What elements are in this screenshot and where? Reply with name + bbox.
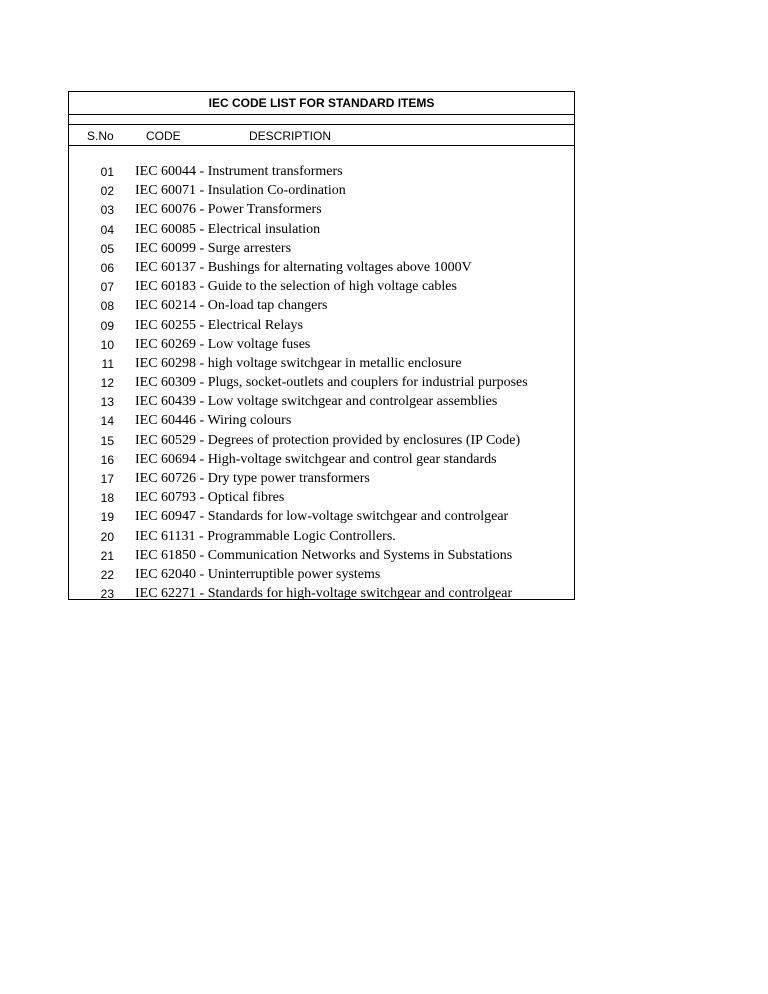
row-code-description: IEC 60947 - Standards for low-voltage switchgear and controlgear [135, 509, 509, 525]
table-row [69, 296, 574, 315]
row-sno: 02 [100, 184, 114, 199]
header-description: DESCRIPTION [249, 129, 332, 143]
row-code-description: IEC 62271 - Standards for high-voltage switchgear and controlgear [135, 586, 513, 602]
row-code-description: IEC 60183 - Guide to the selection of high voltage cables [135, 279, 457, 295]
table-row [69, 431, 574, 450]
row-code-description: IEC 60439 - Low voltage switchgear and controlgear assemblies [135, 394, 498, 410]
table-row [69, 411, 574, 430]
row-sno: 08 [100, 299, 114, 314]
table-row [69, 488, 574, 507]
table-row [69, 335, 574, 354]
row-code-description: IEC 60137 - Bushings for alternating voltages above 1000V [135, 259, 472, 275]
row-sno: 10 [100, 337, 114, 352]
table-row [69, 220, 574, 239]
table-row [69, 316, 574, 335]
header-code: CODE [146, 129, 181, 143]
row-sno: 04 [100, 222, 114, 237]
row-sno: 17 [100, 472, 114, 486]
row-code-description: IEC 60694 - High-voltage switchgear and control gear standards [135, 451, 497, 467]
table-row [69, 373, 574, 392]
row-code-description: IEC 60085 - Electrical insulation [135, 221, 321, 237]
iec-code-table [68, 91, 575, 600]
table-row [69, 565, 574, 584]
table-row [69, 354, 574, 373]
row-code-description: IEC 60529 - Degrees of protection provided by enclosures (IP Code) [135, 432, 521, 448]
row-code-description: IEC 60726 - Dry type power transformers [135, 471, 370, 486]
row-sno: 21 [100, 548, 114, 563]
table-row [69, 200, 574, 219]
row-sno: 07 [100, 280, 114, 295]
table-row [69, 277, 574, 296]
row-sno: 18 [100, 491, 114, 506]
row-code-description: IEC 60214 - On-load tap changers [135, 298, 328, 314]
row-sno: 20 [100, 529, 114, 544]
row-sno: 19 [100, 510, 114, 525]
row-sno: 15 [100, 433, 114, 448]
column-header-row [69, 125, 574, 146]
row-sno: 14 [100, 414, 114, 429]
row-sno: 11 [101, 356, 114, 371]
row-sno: 01 [100, 165, 114, 179]
row-code-description: IEC 60793 - Optical fibres [135, 490, 285, 506]
row-sno: 22 [100, 567, 114, 582]
row-code-description: IEC 62040 - Uninterruptible power systems [135, 566, 381, 582]
row-sno: 06 [100, 260, 114, 275]
row-sno: 13 [100, 395, 114, 410]
table-row [69, 450, 574, 469]
row-code-description: IEC 60298 - high voltage switchgear in metallic enclosure [135, 355, 462, 371]
row-sno: 16 [100, 452, 114, 467]
table-row [69, 527, 574, 546]
row-code-description: IEC 60076 - Power Transformers [135, 202, 322, 218]
row-sno: 23 [100, 587, 114, 602]
row-code-description: IEC 61850 - Communication Networks and Systems in Substations [135, 547, 513, 563]
row-code-description: IEC 60099 - Surge arresters [135, 240, 292, 256]
row-sno: 03 [100, 203, 114, 218]
row-code-description: IEC 60071 - Insulation Co-ordination [135, 183, 346, 199]
row-code-description: IEC 60309 - Plugs, socket-outlets and couplers for industrial purposes [135, 375, 528, 391]
header-sno: S.No [87, 129, 114, 143]
table-row [69, 258, 574, 277]
table-row [69, 392, 574, 411]
row-code-description: IEC 60269 - Low voltage fuses [135, 336, 311, 352]
table-row [69, 239, 574, 258]
row-code-description: IEC 61131 - Programmable Logic Controllers. [135, 528, 396, 544]
row-sno: 12 [100, 376, 114, 391]
row-code-description: IEC 60255 - Electrical Relays [135, 317, 303, 333]
table-row [69, 507, 574, 526]
spacer-row [69, 115, 574, 125]
row-sno: 09 [100, 318, 114, 333]
table-row [69, 584, 574, 603]
row-code-description: IEC 60446 - Wiring colours [135, 413, 292, 429]
table-row [69, 469, 574, 488]
row-code-description: IEC 60044 - Instrument transformers [135, 164, 343, 179]
table-title: IEC CODE LIST FOR STANDARD ITEMS [69, 92, 574, 115]
row-sno: 05 [100, 241, 114, 256]
table-row [69, 162, 574, 181]
table-row [69, 546, 574, 565]
table-row [69, 181, 574, 200]
table-body [69, 162, 574, 603]
